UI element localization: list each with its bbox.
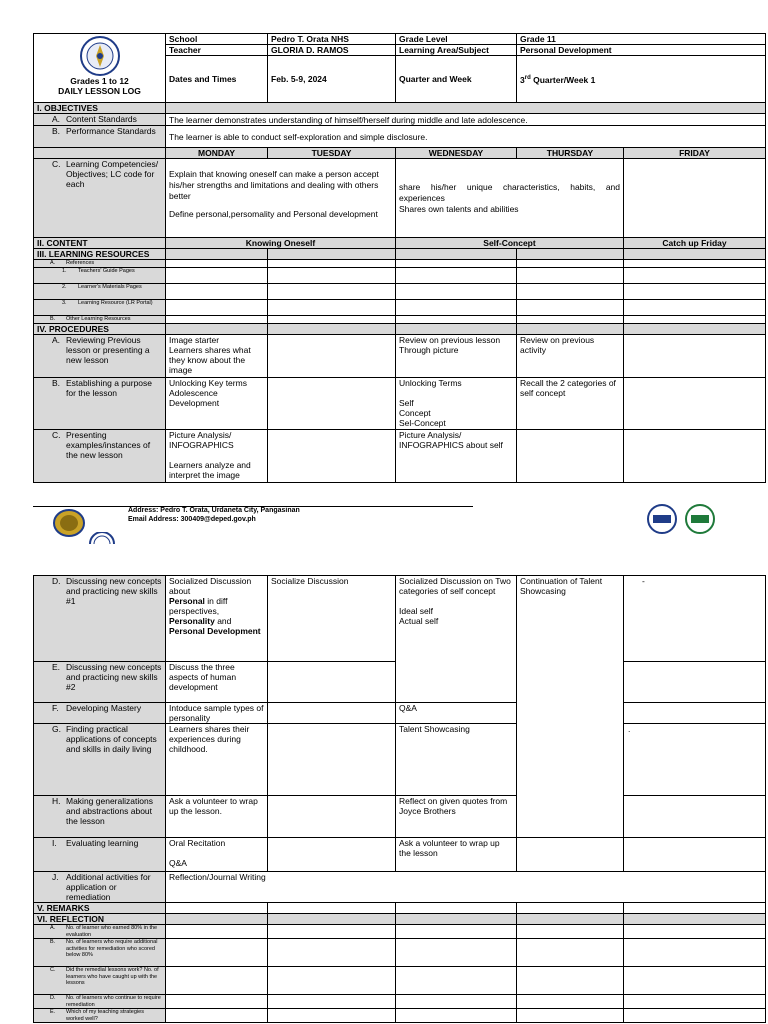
- procedures-heading: IV. PROCEDURES: [34, 324, 166, 335]
- day-thursday: THURSDAY: [517, 148, 624, 159]
- proc-a-thursday: Review on previous activity: [517, 335, 624, 378]
- lesson-log-table-page2: [33, 575, 766, 1023]
- proc-h-wednesday: Reflect on given quotes from Joyce Brothers: [396, 796, 517, 838]
- content-mon-tue: Knowing Oneself: [166, 238, 396, 249]
- school-header-cell: [34, 34, 166, 103]
- proc-c-wednesday: Picture Analysis/ INFOGRAPHICS about self: [396, 430, 517, 483]
- day-wednesday: WEDNESDAY: [396, 148, 517, 159]
- content-wed-thu: Self-Concept: [396, 238, 624, 249]
- teacher-value: GLORIA D. RAMOS: [268, 45, 396, 56]
- teachers-guide-label: 1. Teachers' Guide Pages: [34, 268, 166, 284]
- proc-d-tuesday: Socialize Discussion: [268, 576, 396, 662]
- reflection-item-e: E. Which of my teaching strategies worked well?: [34, 1009, 166, 1023]
- lesson-log-table-page1: [33, 33, 766, 483]
- proc-i-wednesday: Ask a volunteer to wrap up the lesson: [396, 838, 517, 872]
- competencies-mon-tue: Explain that knowing oneself can make a person accept his/her strengths and limitations and dealing with others better Define personal,persomality and Personal development: [166, 159, 396, 238]
- references-label: A. References: [34, 260, 166, 268]
- footer-text: [128, 506, 300, 524]
- learners-materials-label: 2. Learner's Materials Pages: [34, 284, 166, 300]
- proc-g-label: G. Finding practical applications of concepts and skills in daily living: [34, 724, 166, 796]
- competencies-wed-thu: share his/her unique characteristics, habits, and experiences Shares own talents and abilities: [396, 159, 624, 238]
- proc-g-wednesday: Talent Showcasing: [396, 724, 517, 796]
- footer-email: Email Address: 300409@deped.gov.ph: [128, 516, 256, 523]
- other-resources-label: B. Other Learning Resources: [34, 316, 166, 324]
- proc-f-wednesday: Q&A: [396, 703, 517, 724]
- proc-f-monday: Intoduce sample types of personality: [166, 703, 268, 724]
- proc-h-label: H. Making generalizations and abstractions about the lesson: [34, 796, 166, 838]
- learning-area-label: Learning Area/Subject: [396, 45, 517, 56]
- proc-g-friday: .: [624, 724, 766, 796]
- certification-logos-icon: [645, 504, 719, 534]
- proc-i-label: I. Evaluating learning: [34, 838, 166, 872]
- reflection-item-d: D. No. of learners who continue to require remediation: [34, 995, 166, 1009]
- proc-g-monday: Learners shares their experiences during childhood.: [166, 724, 268, 796]
- daily-lesson-log-title: DAILY LESSON LOG: [58, 86, 141, 96]
- learning-resources-heading: III. LEARNING RESOURCES: [34, 249, 166, 260]
- reflection-item-b: B. No. of learners who require additional activities for remediation who scored below 80%: [34, 939, 166, 967]
- performance-standards-value: The learner is able to conduct self-exploration and simple disclosure.: [166, 126, 766, 148]
- proc-c-monday: Picture Analysis/ INFOGRAPHICS Learners analyze and interpret the image: [166, 430, 268, 483]
- dates-value: Feb. 5-9, 2024: [268, 56, 396, 103]
- deped-seal-icon: [80, 36, 120, 76]
- proc-e-label: E. Discussing new concepts and practicing new skills #2: [34, 662, 166, 703]
- proc-e-monday: Discuss the three aspects of human development: [166, 662, 268, 703]
- proc-j-label: J. Additional activities for application or remediation: [34, 872, 166, 903]
- content-fri: Catch up Friday: [624, 238, 766, 249]
- quarter-label: Quarter and Week: [396, 56, 517, 103]
- reflection-item-c: C. Did the remedial lessons work? No. of learners who have caught up with the lessons: [34, 967, 166, 995]
- day-monday: MONDAY: [166, 148, 268, 159]
- learning-competencies-label: C. Learning Competencies/ Objectives; LC code for each: [34, 159, 166, 238]
- quarter-value: 3rd Quarter/Week 1: [517, 56, 766, 103]
- reflection-heading: VI. REFLECTION: [34, 914, 166, 925]
- proc-b-label: B. Establishing a purpose for the lesson: [34, 378, 166, 430]
- dates-label: Dates and Times: [166, 56, 268, 103]
- performance-standards-label: B. Performance Standards: [34, 126, 166, 148]
- proc-d-friday: -: [624, 576, 766, 662]
- proc-f-label: F. Developing Mastery: [34, 703, 166, 724]
- proc-a-monday: Image starter Learners shares what they know about the image: [166, 335, 268, 378]
- grade-level-label: Grade Level: [396, 34, 517, 45]
- proc-c-label: C. Presenting examples/instances of the new lesson: [34, 430, 166, 483]
- day-tuesday: TUESDAY: [268, 148, 396, 159]
- content-standards-value: The learner demonstrates understanding of himself/herself during middle and late adolescence.: [166, 114, 766, 126]
- proc-j-value: Reflection/Journal Writing: [166, 872, 766, 903]
- learning-area-value: Personal Development: [517, 45, 766, 56]
- proc-i-monday: Oral Recitation Q&A: [166, 838, 268, 872]
- proc-d-thursday: Continuation of Talent Showcasing: [517, 576, 624, 838]
- school-value: Pedro T. Orata NHS: [268, 34, 396, 45]
- proc-a-wednesday: Review on previous lesson Through picture: [396, 335, 517, 378]
- grades-label: Grades 1 to 12: [70, 76, 129, 86]
- content-heading: II. CONTENT: [34, 238, 166, 249]
- school-logo-icon: [52, 508, 86, 538]
- grade-level-value: Grade 11: [517, 34, 766, 45]
- school-label: School: [166, 34, 268, 45]
- reflection-item-a: A. No. of learner who earned 80% in the evaluation: [34, 925, 166, 939]
- remarks-heading: V. REMARKS: [34, 903, 166, 914]
- proc-h-monday: Ask a volunteer to wrap up the lesson.: [166, 796, 268, 838]
- proc-b-wednesday: Unlocking Terms Self Concept Sel-Concept: [396, 378, 517, 430]
- proc-b-monday: Unlocking Key terms Adolescence Development: [166, 378, 268, 430]
- lr-portal-label: 3. Learning Resource (LR Portal): [34, 300, 166, 316]
- day-friday: FRIDAY: [624, 148, 766, 159]
- proc-d-label: D. Discussing new concepts and practicing new skills #1: [34, 576, 166, 662]
- footer-address: Address: Pedro T. Orata, Urdaneta City, Pangasinan: [128, 507, 300, 514]
- proc-b-thursday: Recall the 2 categories of self concept: [517, 378, 624, 430]
- proc-d-wednesday: Socialized Discussion on Two categories of self concept Ideal self Actual self: [396, 576, 517, 703]
- teacher-label: Teacher: [166, 45, 268, 56]
- proc-a-label: A. Reviewing Previous lesson or presenting a new lesson: [34, 335, 166, 378]
- deped-arc-icon: [88, 532, 116, 544]
- proc-d-monday: Socialized Discussion about Personal in diff perspectives, Personality and Personal Development: [166, 576, 268, 662]
- content-standards-label: A. Content Standards: [34, 114, 166, 126]
- objectives-heading: I. OBJECTIVES: [34, 103, 166, 114]
